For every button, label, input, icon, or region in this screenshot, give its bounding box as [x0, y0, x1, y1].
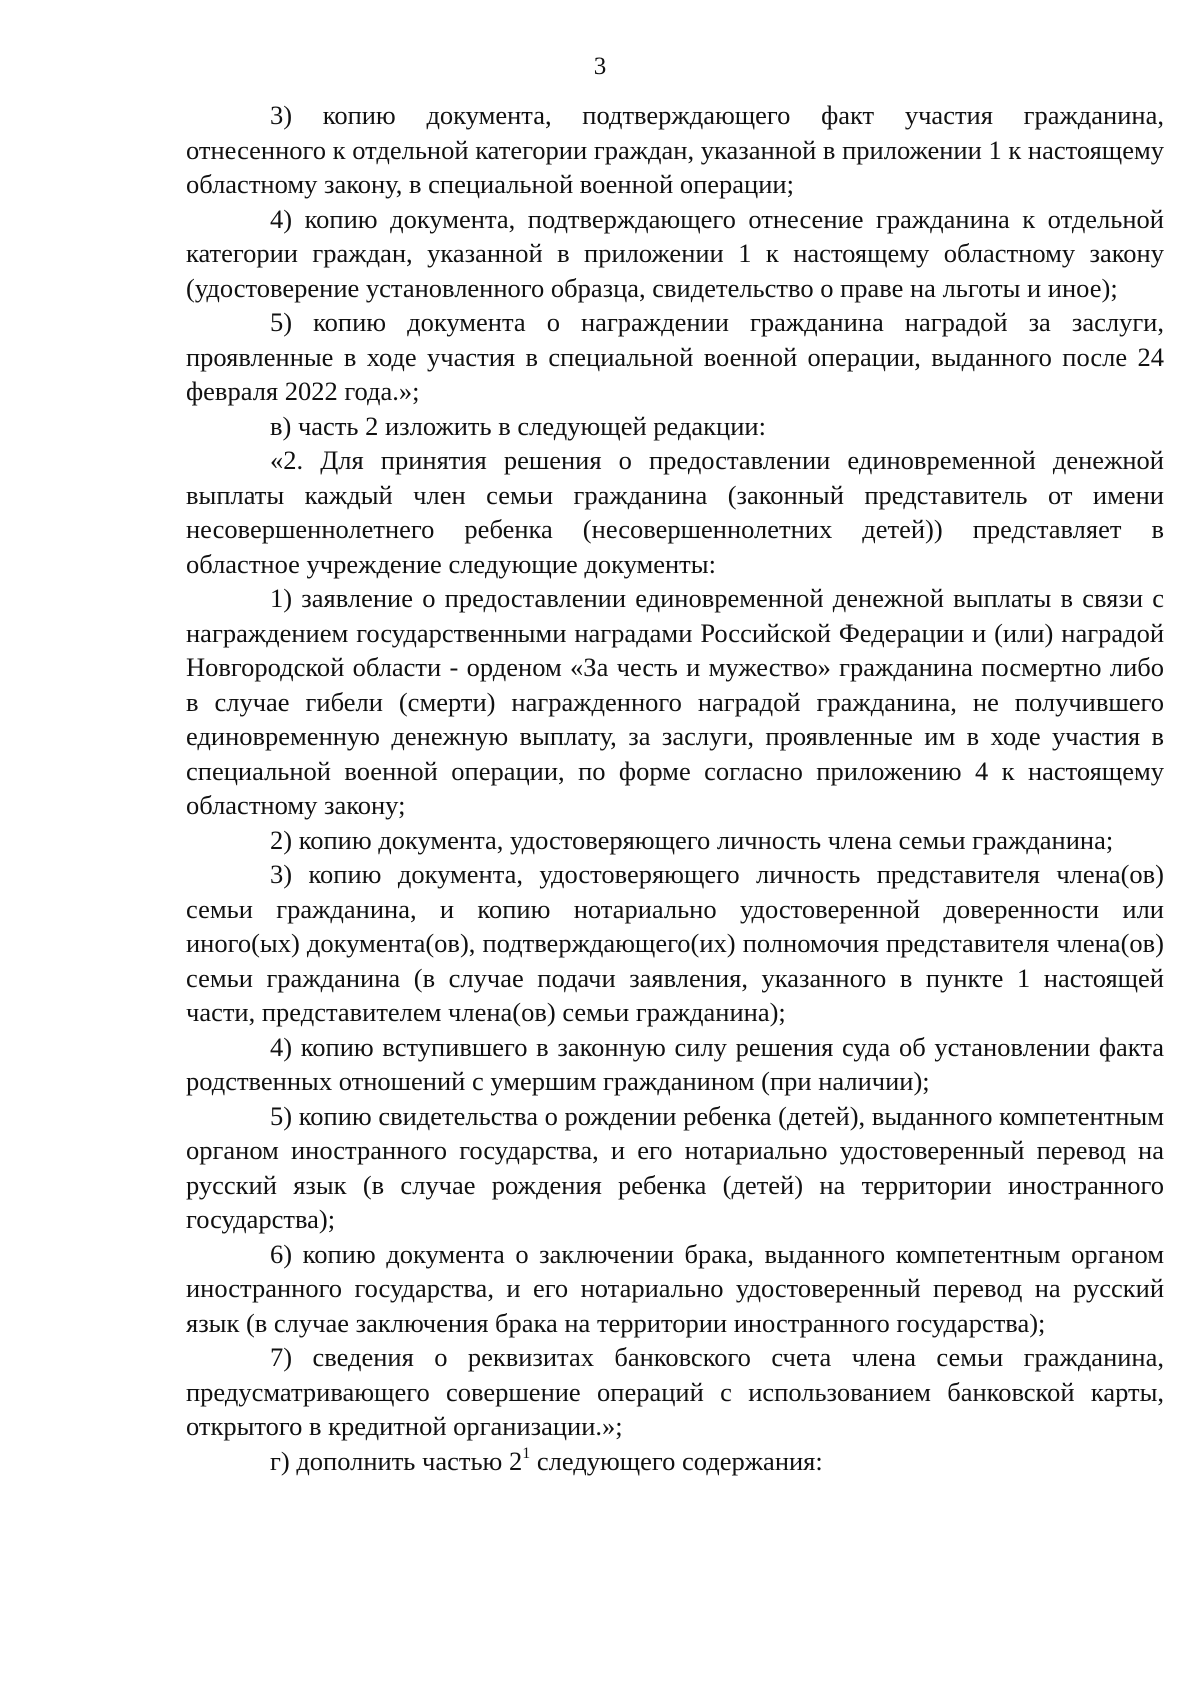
superscript-number: 1 [522, 1444, 531, 1462]
paragraph-part2-item-5: 5) копию свидетельства о рождении ребенка (детей), выданного компетентным органом иностранного государства, и его нотариально удостоверенный перевод на русский язык (в случае рождения ребенка (детей) на территории иностранного государства); [186, 1100, 1164, 1234]
document-body [186, 98, 1164, 1478]
paragraph-item-3: 3) копию документа, подтверждающего факт участия гражданина, отнесенного к отдельной категории граждан, указанной в приложении 1 к настоящему областному закону, в специальной военной операции; [186, 100, 1164, 199]
paragraph-part2-item-7: 7) сведения о реквизитах банковского счета члена семьи гражданина, предусматривающего совершение операций с использованием банковской карты, открытого в кредитной организации.»; [186, 1342, 1164, 1441]
paragraph-subpoint-v: в) часть 2 изложить в следующей редакции: [270, 410, 766, 441]
paragraph-subpoint-g-before: г) дополнить частью 2 [270, 1445, 523, 1476]
paragraph-part-2: «2. Для принятия решения о предоставлении единовременной денежной выплаты каждый член семьи гражданина (законный представитель от имени несовершеннолетнего ребенка (несовершеннолетних детей)) представляет в областное учреждение следующие документы: [186, 445, 1164, 579]
paragraph-part2-item-3: 3) копию документа, удостоверяющего личность представителя члена(ов) семьи гражданина, и копию нотариально удостоверенной доверенности или иного(ых) документа(ов), подтверждающего(их) полномочия представителя члена(ов) семьи гражданина (в случае подачи заявления, указанного в пункте 1 настоящей части, представителем члена(ов) семьи гражданина); [186, 859, 1164, 1027]
paragraph-part2-item-6: 6) копию документа о заключении брака, выданного компетентным органом иностранного государства, и его нотариально удостоверенный перевод на русский язык (в случае заключения брака на территории иностранного государства); [186, 1238, 1164, 1338]
page-number: 3 [593, 53, 607, 80]
paragraph-part2-item-2: 2) копию документа, удостоверяющего личность члена семьи гражданина; [270, 824, 1114, 855]
paragraph-part2-item-1: 1) заявление о предоставлении единовременной денежной выплаты в связи с награждением государственными наградами Российской Федерации и (или) наградой Новгородской области - орденом «За честь и мужество» гражданина посмертно либо в случае гибели (смерти) награжденного наградой гражданина, не получившего единовременную денежную выплату, за заслуги, проявленные им в ходе участия в специальной военной операции, по форме согласно приложению 4 к настоящему областному закону; [186, 583, 1164, 820]
paragraph-subpoint-g [186, 1444, 1164, 1479]
paragraph-subpoint-g-after: следующего содержания: [530, 1445, 823, 1476]
paragraph-item-5: 5) копию документа о награждении гражданина наградой за заслуги, проявленные в ходе участия в специальной военной операции, выданного после 24 февраля 2022 года.»; [186, 307, 1164, 406]
paragraph-part2-item-4: 4) копию вступившего в законную силу решения суда об установлении факта родственных отношений с умершим гражданином (при наличии); [186, 1031, 1164, 1096]
paragraph-item-4: 4) копию документа, подтверждающего отнесение гражданина к отдельной категории граждан, указанной в приложении 1 к настоящему областному закону (удостоверение установленного образца, свидетельство о праве на льготы и иное); [186, 203, 1164, 303]
